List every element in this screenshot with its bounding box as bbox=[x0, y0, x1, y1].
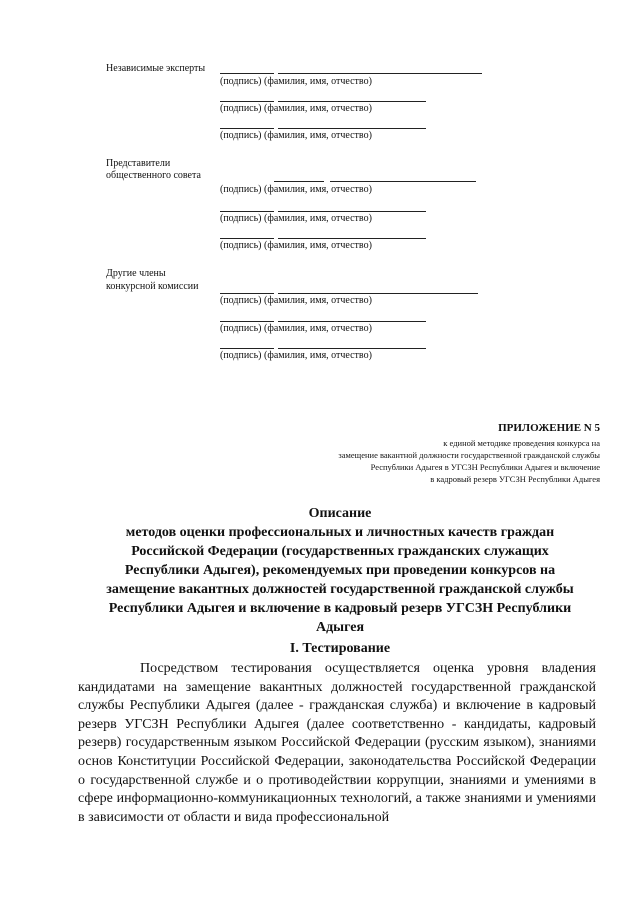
signature-line bbox=[220, 293, 274, 294]
signature-caption: (подпись) (фамилия, имя, отчество) bbox=[220, 295, 372, 306]
heading-line: Республики Адыгея и включение в кадровый резерв УГСЗН Республики bbox=[108, 601, 572, 616]
signature-line bbox=[220, 348, 274, 349]
others-label-line2: конкурсной комиссии bbox=[106, 281, 199, 292]
appendix-line: замещение вакантной должности государственной гражданской службы bbox=[338, 450, 600, 460]
council-label-line2: общественного совета bbox=[106, 170, 201, 181]
signature-caption: (подпись) (фамилия, имя, отчество) bbox=[220, 184, 372, 195]
section-title: I. Тестирование bbox=[289, 641, 391, 656]
heading-line: Адыгея bbox=[315, 620, 365, 635]
signature-line bbox=[220, 101, 274, 102]
appendix-line: Республики Адыгея в УГСЗН Республики Адыгея и включение bbox=[370, 462, 600, 472]
signature-line bbox=[220, 238, 274, 239]
council-label-line1: Представители bbox=[106, 158, 171, 169]
signature-caption: (подпись) (фамилия, имя, отчество) bbox=[220, 213, 372, 224]
document-heading bbox=[70, 504, 610, 637]
body-paragraph: Посредством тестирования осуществляется оценка уровня владения кандидатами на замещение вакантных должностей государственной гражданской службы Республики Адыгея (далее - гражданская служба) и включение в кадровый резерв УГСЗН Республики Адыгея (далее соответственно - кандидаты, кадровый резерв) государственным языком Российской Федерации (русским языком), знаниями основ Конституции Российской Федерации, законодательства Российской Федерации о государственной службе и о противодействии коррупции, знаниями и умениями в сфере информационно-коммуникационных технологий, а также знаниями и умениями в зависимости от области и вида профессиональной bbox=[78, 661, 596, 825]
signature-caption: (подпись) (фамилия, имя, отчество) bbox=[220, 240, 372, 251]
name-line bbox=[278, 238, 426, 239]
name-line bbox=[278, 101, 426, 102]
signature-line bbox=[220, 321, 274, 322]
name-line bbox=[278, 321, 426, 322]
signature-line bbox=[220, 211, 274, 212]
experts-label: Независимые эксперты bbox=[106, 63, 206, 74]
appendix-title: ПРИЛОЖЕНИЕ N 5 bbox=[498, 422, 600, 434]
signature-caption: (подпись) (фамилия, имя, отчество) bbox=[220, 76, 372, 87]
name-line bbox=[278, 348, 426, 349]
signature-line bbox=[220, 73, 274, 74]
heading-line: Российской Федерации (государственных гражданских служащих bbox=[131, 544, 549, 559]
body-paragraph-container bbox=[78, 660, 596, 827]
name-line bbox=[278, 211, 426, 212]
signature-caption: (подпись) (фамилия, имя, отчество) bbox=[220, 103, 372, 114]
heading-line: замещение вакантных должностей государственной гражданской службы bbox=[106, 582, 574, 597]
name-line bbox=[330, 181, 476, 182]
heading-line: Описание bbox=[308, 506, 372, 521]
appendix-line: в кадровый резерв УГСЗН Республики Адыгея bbox=[430, 474, 600, 484]
signature-line bbox=[220, 128, 274, 129]
signature-caption: (подпись) (фамилия, имя, отчество) bbox=[220, 350, 372, 361]
appendix-line: к единой методике проведения конкурса на bbox=[443, 438, 600, 448]
signature-caption: (подпись) (фамилия, имя, отчество) bbox=[220, 130, 372, 141]
others-label-line1: Другие члены bbox=[106, 268, 166, 279]
heading-line: Республики Адыгея), рекомендуемых при проведении конкурсов на bbox=[124, 563, 556, 578]
name-line bbox=[278, 293, 478, 294]
signature-line bbox=[274, 181, 324, 182]
signature-caption: (подпись) (фамилия, имя, отчество) bbox=[220, 323, 372, 334]
name-line bbox=[278, 128, 426, 129]
heading-line: методов оценки профессиональных и личностных качеств граждан bbox=[125, 525, 555, 540]
name-line bbox=[278, 73, 482, 74]
